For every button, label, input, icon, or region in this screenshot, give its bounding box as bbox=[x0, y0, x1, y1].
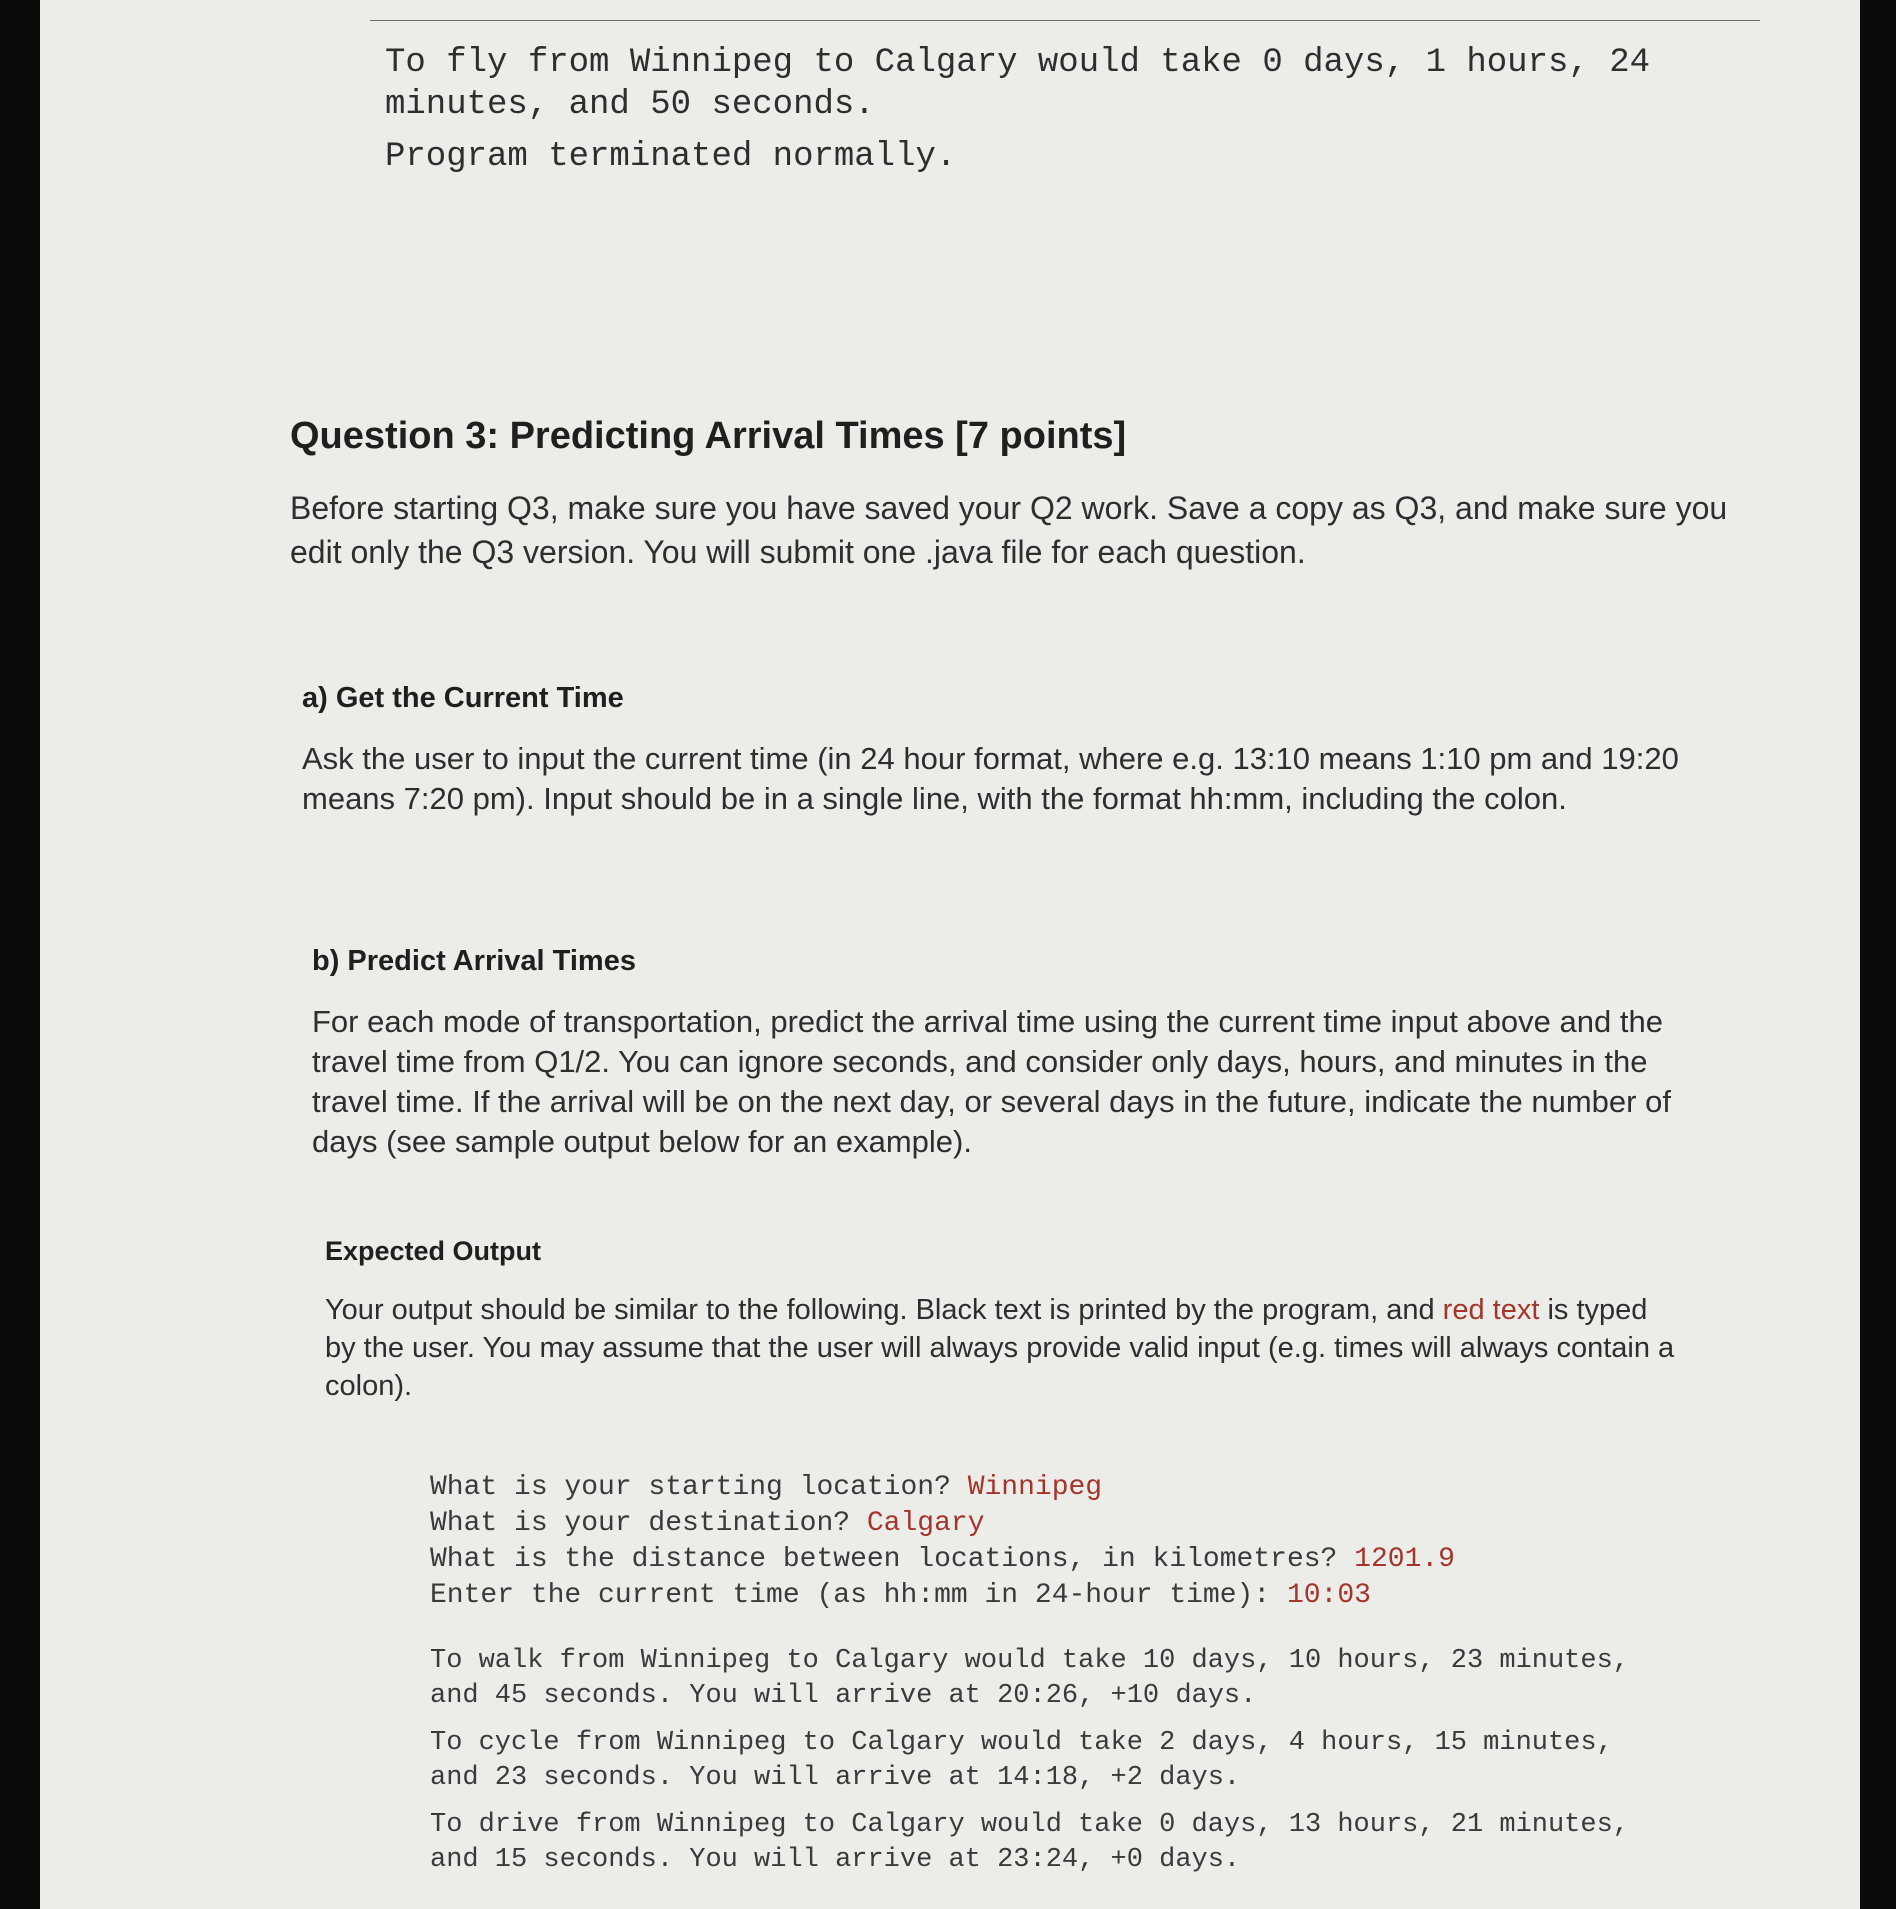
expected-body-before: Your output should be similar to the following. Black text is printed by the program, and bbox=[325, 1294, 1443, 1326]
question-section bbox=[290, 415, 1740, 574]
expected-body-after: is typed by the user. You may assume that the user will always provide valid input (e.g. times will always contain a colon). bbox=[325, 1294, 1675, 1402]
user-input-text: 1201.9 bbox=[1354, 1544, 1455, 1575]
prompt-text: What is the distance between locations, in kilometres? bbox=[430, 1544, 1355, 1575]
red-text-word: red text bbox=[1442, 1294, 1540, 1326]
sample-results bbox=[430, 1644, 1630, 1878]
walk-result-line: To walk from Winnipeg to Calgary would take 10 days, 10 hours, 23 minutes, and 45 seconds. You will arrive at 20:26, +10 days. bbox=[430, 1646, 1629, 1711]
part-a-section bbox=[302, 682, 1712, 819]
user-input-text: Calgary bbox=[866, 1508, 985, 1539]
sample-prompts bbox=[430, 1470, 1790, 1614]
prompt-line-start bbox=[430, 1470, 1790, 1506]
top-divider bbox=[370, 20, 1760, 21]
prompt-text: What is your starting location? bbox=[430, 1472, 968, 1503]
document-page bbox=[40, 0, 1860, 1909]
expected-output-heading: Expected Output bbox=[325, 1236, 542, 1266]
prompt-text: Enter the current time (as hh:mm in 24-hour time): bbox=[430, 1580, 1287, 1611]
part-a-body: Ask the user to input the current time (in 24 hour format, where e.g. 13:10 means 1:10 pm and 19:20 means 7:20 pm). Input should be in a single line, with the format hh:mm, including the colon. bbox=[302, 741, 1679, 816]
terminated-line: Program terminated normally. bbox=[385, 138, 957, 176]
prompt-text: What is your destination? bbox=[430, 1508, 867, 1539]
part-b-section bbox=[312, 945, 1702, 1162]
user-input-text: Winnipeg bbox=[967, 1472, 1103, 1503]
question-title: Question 3: Predicting Arrival Times [7 points] bbox=[290, 415, 1127, 457]
question-intro: Before starting Q3, make sure you have saved your Q2 work. Save a copy as Q3, and make sure you edit only the Q3 version. You will submit one .java file for each question. bbox=[290, 490, 1728, 570]
user-input-text: 10:03 bbox=[1286, 1580, 1371, 1611]
expected-output-section bbox=[325, 1236, 1685, 1405]
drive-result-line: To drive from Winnipeg to Calgary would take 0 days, 13 hours, 21 minutes, and 15 seconds. You will arrive at 23:24, +0 days. bbox=[430, 1810, 1629, 1875]
prompt-line-time bbox=[430, 1578, 1790, 1614]
part-a-heading: a) Get the Current Time bbox=[302, 682, 624, 714]
fly-output-line: To fly from Winnipeg to Calgary would take 0 days, 1 hours, 24 minutes, and 50 seconds. bbox=[385, 44, 1651, 124]
prompt-line-distance bbox=[430, 1542, 1790, 1578]
part-b-body: For each mode of transportation, predict the arrival time using the current time input above and the travel time from Q1/2. You can ignore seconds, and consider only days, hours, and minutes in the travel time. If the arrival will be on the next day, or several days in the future, indicate the number of days (see sample output below for an example). bbox=[312, 1004, 1671, 1159]
part-b-heading: b) Predict Arrival Times bbox=[312, 945, 636, 977]
previous-output bbox=[385, 42, 1765, 178]
sample-run bbox=[430, 1470, 1790, 1878]
cycle-result-line: To cycle from Winnipeg to Calgary would take 2 days, 4 hours, 15 minutes, and 23 seconds. You will arrive at 14:18, +2 days. bbox=[430, 1728, 1613, 1793]
expected-output-body bbox=[325, 1291, 1685, 1405]
prompt-line-destination bbox=[430, 1506, 1790, 1542]
